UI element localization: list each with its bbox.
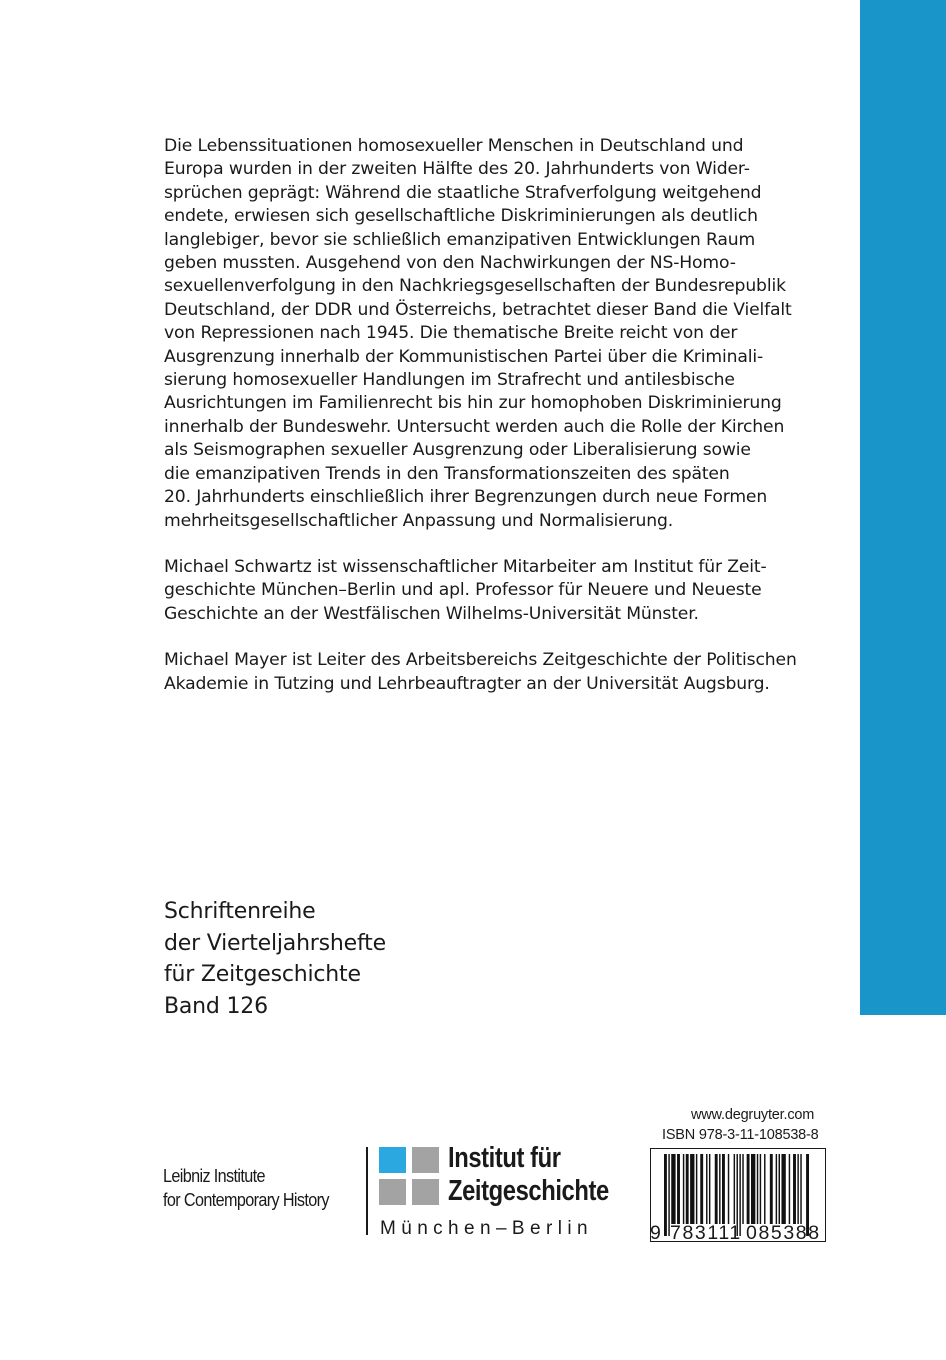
- blurb-line: als Seismographen sexueller Ausgrenzung oder Liberalisierung sowie: [164, 440, 751, 461]
- barcode-bar: [709, 1154, 710, 1224]
- barcode-bar: [800, 1154, 801, 1224]
- barcode-bar: [781, 1154, 785, 1224]
- barcode-bar: [747, 1154, 750, 1224]
- logo-square-gray: [412, 1179, 439, 1205]
- blurb-line: Michael Schwartz ist wissenschaftlicher Mitarbeiter am Institut für Zeit-: [164, 556, 767, 577]
- barcode-bar: [760, 1154, 761, 1224]
- blurb-line: langlebiger, bevor sie schließlich emanzipativen Entwicklungen Raum: [164, 229, 756, 250]
- series-line: für Zeitgeschichte: [164, 962, 361, 987]
- blurb-line: geben mussten. Ausgehend von den Nachwirkungen der NS-Homo-: [164, 253, 736, 274]
- series-line: der Vierteljahrshefte: [164, 930, 386, 956]
- barcode-bar: [690, 1154, 694, 1224]
- barcode-bar: [797, 1154, 798, 1224]
- blurb-line: Die Lebenssituationen homosexueller Menschen in Deutschland und: [164, 136, 744, 156]
- barcode-bar: [789, 1154, 790, 1224]
- barcode-bar: [742, 1154, 743, 1224]
- barcode-bar: [793, 1154, 796, 1224]
- blurb-line: 20. Jahrhunderts einschließlich ihrer Begrenzungen durch neue Formen: [164, 487, 768, 508]
- barcode-bar: [706, 1154, 707, 1224]
- logo-square-gray: [412, 1147, 439, 1173]
- blurb-line: Akademie in Tutzing und Lehrbeauftragter an der Universität Augsburg.: [164, 673, 770, 694]
- blurb-paragraph-summary: [164, 135, 814, 533]
- barcode-bar: [671, 1154, 675, 1224]
- barcode-bar: [719, 1154, 720, 1224]
- series-line: Schriftenreihe: [164, 899, 316, 924]
- blurb-line: Deutschland, der DDR und Österreichs, betrachtet dieser Band die Vielfalt: [164, 299, 792, 320]
- ifz-name-line: Zeitgeschichte: [448, 1175, 609, 1207]
- blurb-line: Europa wurden in der zweiten Hälfte des 20. Jahrhunderts von Wider-: [164, 159, 750, 180]
- back-cover-blurb: [164, 135, 814, 696]
- barcode-bar: [757, 1154, 758, 1224]
- leibniz-line: for Contemporary History: [163, 1190, 329, 1210]
- isbn-label: ISBN 978-3-11-108538-8: [662, 1127, 819, 1143]
- barcode-bar: [779, 1154, 780, 1224]
- blurb-paragraph-author-mayer: [164, 649, 814, 696]
- blurb-line: Ausrichtungen im Familienrecht bis hin zur homophoben Diskriminierung: [164, 393, 782, 414]
- barcode-bar: [715, 1154, 718, 1224]
- barcode-bar: [722, 1154, 725, 1224]
- ifz-name-line: Institut für: [448, 1142, 561, 1174]
- series-title: [164, 896, 386, 1022]
- leibniz-line: Leibniz Institute: [163, 1166, 265, 1186]
- blurb-line: von Repressionen nach 1945. Die thematische Breite reicht von der: [164, 323, 738, 344]
- blurb-line: endete, erwiesen sich gesellschaftliche Diskriminierungen als deutlich: [164, 206, 758, 227]
- barcode-bar: [696, 1154, 697, 1224]
- blurb-line: innerhalb der Bundeswehr. Untersucht werden auch die Rolle der Kirchen: [164, 416, 785, 437]
- blurb-line: Geschichte an der Westfälischen Wilhelms-Universität Münster.: [164, 603, 699, 624]
- logo-square-gray: [379, 1179, 406, 1205]
- blurb-line: geschichte München–Berlin und apl. Professor für Neuere und Neueste: [164, 580, 762, 601]
- barcode-first-digit: 9: [650, 1222, 661, 1244]
- ifz-logo-squares-icon: [379, 1147, 441, 1205]
- blurb-line: sierung homosexueller Handlungen im Strafrecht und antilesbische: [164, 370, 735, 391]
- barcode-bar: [683, 1154, 684, 1224]
- blurb-paragraph-author-schwartz: [164, 556, 814, 626]
- leibniz-institute-label: [163, 1164, 329, 1212]
- ifz-city-label: München–Berlin: [380, 1218, 593, 1239]
- barcode-bar: [686, 1154, 689, 1224]
- blurb-line: mehrheitsgesellschaftlicher Anpassung und Normalisierung.: [164, 510, 674, 531]
- barcode-bar: [728, 1154, 729, 1224]
- blurb-line: sprüchen geprägt: Während die staatliche Strafverfolgung weitgehend: [164, 182, 762, 203]
- blurb-line: sexuellenverfolgung in den Nachkriegsgesellschaften der Bundesrepublik: [164, 276, 786, 297]
- series-volume: Band 126: [164, 993, 268, 1019]
- blurb-line: die emanzipativen Trends in den Transformationszeiten des späten: [164, 463, 730, 484]
- barcode-bar: [734, 1154, 735, 1224]
- barcode-left-group: 783111: [670, 1222, 742, 1244]
- barcode-bar: [677, 1154, 680, 1224]
- barcode-bar: [764, 1154, 765, 1224]
- blue-side-band: [860, 0, 946, 1015]
- barcode-bar: [770, 1154, 773, 1224]
- ifz-logo-wordmark: [448, 1142, 609, 1208]
- publisher-website: www.degruyter.com: [691, 1107, 815, 1123]
- barcode-right-group: 085388: [746, 1222, 821, 1244]
- barcode-bar: [751, 1154, 755, 1224]
- barcode-bar: [664, 1154, 667, 1236]
- logo-square-blue: [379, 1147, 406, 1173]
- blurb-line: Michael Mayer ist Leiter des Arbeitsbereichs Zeitgeschichte der Politischen: [164, 650, 797, 671]
- barcode-bar: [776, 1154, 777, 1224]
- barcode-bar: [700, 1154, 703, 1224]
- logo-divider: [366, 1147, 368, 1235]
- blurb-line: Ausgrenzung innerhalb der Kommunistischen Partei über die Kriminali-: [164, 346, 763, 367]
